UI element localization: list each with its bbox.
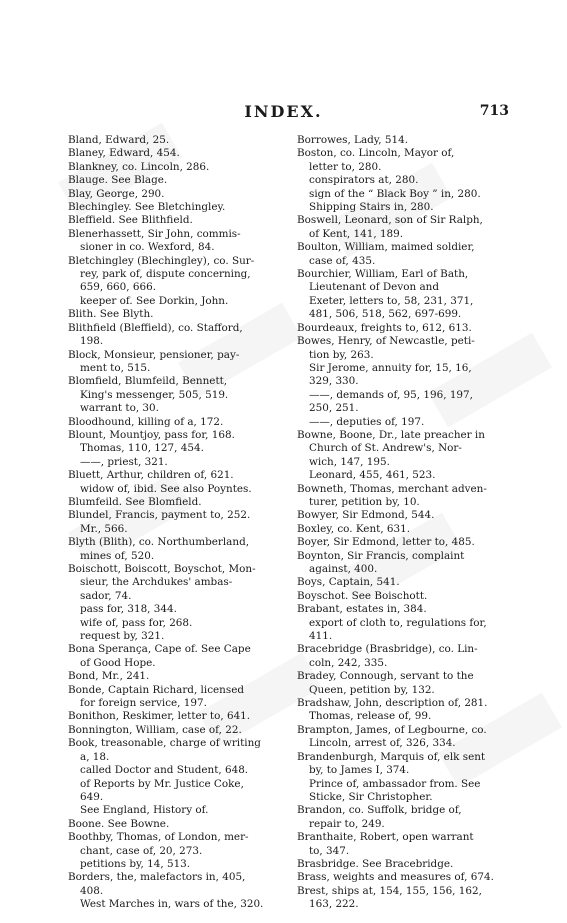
index-line: Brabant, estates in, 384. [297, 603, 427, 616]
index-line: Bloodhound, killing of a, 172. [68, 415, 224, 428]
index-line: Bonde, Captain Richard, licensed [68, 683, 244, 696]
index-line: Blount, Mountjoy, pass for, 168. [68, 428, 235, 441]
index-line: to, 347. [309, 844, 350, 857]
index-line: Shipping Stairs in, 280. [309, 201, 434, 214]
index-line: Bowyer, Sir Edmond, 544. [297, 509, 435, 522]
index-line: Bonnington, William, case of, 22. [68, 723, 242, 736]
index-line: Boone. See Bowne. [68, 817, 170, 830]
index-line: Boulton, William, maimed soldier, [297, 241, 475, 254]
index-line: See England, History of. [80, 804, 209, 817]
index-line: Brasbridge. See Bracebridge. [297, 857, 454, 870]
index-line: for foreign service, 197. [80, 697, 207, 710]
index-line: Boys, Captain, 541. [297, 576, 400, 589]
index-line: Blechingley. See Bletchingley. [68, 201, 226, 214]
index-line: Thomas, 110, 127, 454. [80, 442, 204, 455]
index-line: ment to, 515. [80, 361, 151, 374]
index-line: 163, 222. [309, 898, 359, 911]
index-line: Blyth (Blith), co. Northumberland, [68, 536, 250, 549]
index-line: Bleffield. See Blithfield. [68, 214, 193, 227]
page-header [0, 102, 567, 126]
index-line: Boyer, Sir Edmond, letter to, 485. [297, 536, 475, 549]
index-line: 659, 660, 666. [80, 281, 157, 294]
index-line: Church of St. Andrew's, Nor- [309, 442, 462, 455]
index-line: Exeter, letters to, 58, 231, 371, [309, 294, 474, 307]
index-line: sieur, the Archdukes' ambas- [80, 576, 233, 589]
index-line: Borders, the, malefactors in, 405, [68, 871, 246, 884]
index-line: sign of the “ Black Boy ” in, 280. [309, 187, 481, 200]
index-line: widow of, ibid. See also Poyntes. [80, 482, 252, 495]
index-line: Bowes, Henry, of Newcastle, peti- [297, 335, 475, 348]
index-line: wich, 147, 195. [309, 455, 390, 468]
index-line: Bowne, Boone, Dr., late preacher in [297, 428, 485, 441]
index-line: rey, park of, dispute concerning, [80, 268, 251, 281]
index-line: Blay, George, 290. [68, 187, 165, 200]
index-line: Bradshaw, John, description of, 281. [297, 697, 488, 710]
page-number: 713 [479, 103, 509, 119]
index-line: Lincoln, arrest of, 326, 334. [309, 737, 456, 750]
index-line: case of, 435. [309, 254, 376, 267]
index-line: Boston, co. Lincoln, Mayor of, [297, 147, 455, 160]
index-line: repair to, 249. [309, 817, 385, 830]
index-line: Blithfield (Bleffield), co. Stafford, [68, 321, 243, 334]
index-line: of Kent, 141, 189. [309, 227, 404, 240]
index-line: Brandenburgh, Marquis of, elk sent [297, 750, 486, 763]
index-line: Mr., 566. [80, 522, 128, 535]
page-title: INDEX. [244, 102, 323, 121]
index-line: Blith. See Blyth. [68, 308, 154, 321]
index-line: tion by, 263. [309, 348, 374, 361]
index-line: Bowneth, Thomas, merchant adven- [297, 482, 487, 495]
index-line: ——, deputies of, 197. [309, 415, 425, 428]
index-line: Blankney, co. Lincoln, 286. [68, 160, 210, 173]
index-line: coln, 242, 335. [309, 656, 388, 669]
index-line: Thomas, release of, 99. [309, 710, 432, 723]
index-line: warrant to, 30. [80, 402, 159, 415]
index-line: chant, case of, 20, 273. [80, 844, 203, 857]
index-line: petitions by, 14, 513. [80, 857, 191, 870]
index-line: ——, demands of, 95, 196, 197, [309, 388, 473, 401]
index-line: sador, 74. [80, 589, 132, 602]
index-line: Branthaite, Robert, open warrant [297, 831, 474, 844]
index-line: Brass, weights and measures of, 674. [297, 871, 494, 884]
index-line: Borrowes, Lady, 514. [297, 134, 409, 146]
index-line: 408. [80, 884, 104, 897]
index-line: Brest, ships at, 154, 155, 156, 162, [297, 884, 482, 897]
index-line: Bonithon, Reskimer, letter to, 641. [68, 710, 251, 723]
index-line: Boxley, co. Kent, 631. [297, 522, 411, 535]
index-line: Queen, petition by, 132. [309, 683, 435, 696]
index-line: Blaney, Edward, 454. [68, 147, 180, 160]
index-line: West Marches in, wars of the, 320. [80, 898, 264, 911]
index-line: Brampton, James, of Legbourne, co. [297, 723, 487, 736]
index-line: Sticke, Sir Christopher. [309, 790, 433, 803]
index-line: Brandon, co. Suffolk, bridge of, [297, 804, 462, 817]
index-line: wife of, pass for, 268. [80, 616, 193, 629]
index-line: Boswell, Leonard, son of Sir Ralph, [297, 214, 483, 227]
index-line: Bradey, Connough, servant to the [297, 670, 474, 683]
index-line: turer, petition by, 10. [309, 495, 420, 508]
index-line: export of cloth to, regulations for, [309, 616, 487, 629]
index-line: Boothby, Thomas, of London, mer- [68, 831, 249, 844]
index-line: Book, treasonable, charge of writing [68, 737, 261, 750]
index-line: 411. [309, 630, 333, 643]
index-line: sioner in co. Wexford, 84. [80, 241, 215, 254]
index-line: Sir Jerome, annuity for, 15, 16, [309, 361, 472, 374]
index-line: Blundel, Francis, payment to, 252. [68, 509, 251, 522]
index-line: Bland, Edward, 25. [68, 134, 170, 146]
index-line: Block, Monsieur, pensioner, pay- [68, 348, 240, 361]
index-line: keeper of. See Dorkin, John. [80, 294, 229, 307]
index-line: Blenerhassett, Sir John, commis- [68, 227, 241, 240]
index-line: mines of, 520. [80, 549, 155, 562]
index-line: Bracebridge (Brasbridge), co. Lin- [297, 643, 478, 656]
index-line: 250, 251. [309, 402, 359, 415]
index-line: 329, 330. [309, 375, 359, 388]
index-line: Boyschot. See Boischott. [297, 589, 428, 602]
index-line: called Doctor and Student, 648. [80, 764, 249, 777]
index-line: Prince of, ambassador from. See [309, 777, 481, 790]
index-line: King's messenger, 505, 519. [80, 388, 229, 401]
index-line: against, 400. [309, 563, 378, 575]
index-line: Bluett, Arthur, children of, 621. [68, 469, 234, 482]
index-line: Leonard, 455, 461, 523. [309, 469, 436, 482]
index-line: Bourdeaux, freights to, 612, 613. [297, 321, 472, 334]
index-line: letter to, 280. [309, 160, 382, 173]
index-column-right [297, 134, 517, 912]
index-line: 198. [80, 335, 104, 348]
index-column-left [68, 134, 286, 912]
index-line: ——, priest, 321. [80, 455, 168, 468]
index-line: of Reports by Mr. Justice Coke, [80, 777, 244, 790]
index-line: Blauge. See Blage. [68, 174, 168, 187]
index-line: Blumfeild. See Blomfield. [68, 495, 202, 508]
index-line: 649. [80, 790, 104, 803]
index-line: Bletchingley (Blechingley), co. Sur- [68, 254, 255, 267]
index-line: Lieutenant of Devon and [309, 281, 439, 294]
index-line: Bourchier, William, Earl of Bath, [297, 268, 469, 281]
index-line: Blomfield, Blumfeild, Bennett, [68, 375, 228, 388]
index-line: conspirators at, 280. [309, 174, 419, 187]
index-line: Boynton, Sir Francis, complaint [297, 549, 465, 562]
index-line: of Good Hope. [80, 656, 156, 669]
index-line: Bona Sperança, Cape of. See Cape [68, 643, 251, 656]
index-line: request by, 321. [80, 630, 165, 643]
index-line: Bond, Mr., 241. [68, 670, 150, 683]
index-line: 481, 506, 518, 562, 697-699. [309, 308, 462, 321]
index-line: a, 18. [80, 750, 110, 763]
index-line: pass for, 318, 344. [80, 603, 177, 616]
index-line: by, to James I, 374. [309, 764, 410, 777]
index-line: Boischott, Boiscott, Boyschot, Mon- [68, 563, 256, 575]
